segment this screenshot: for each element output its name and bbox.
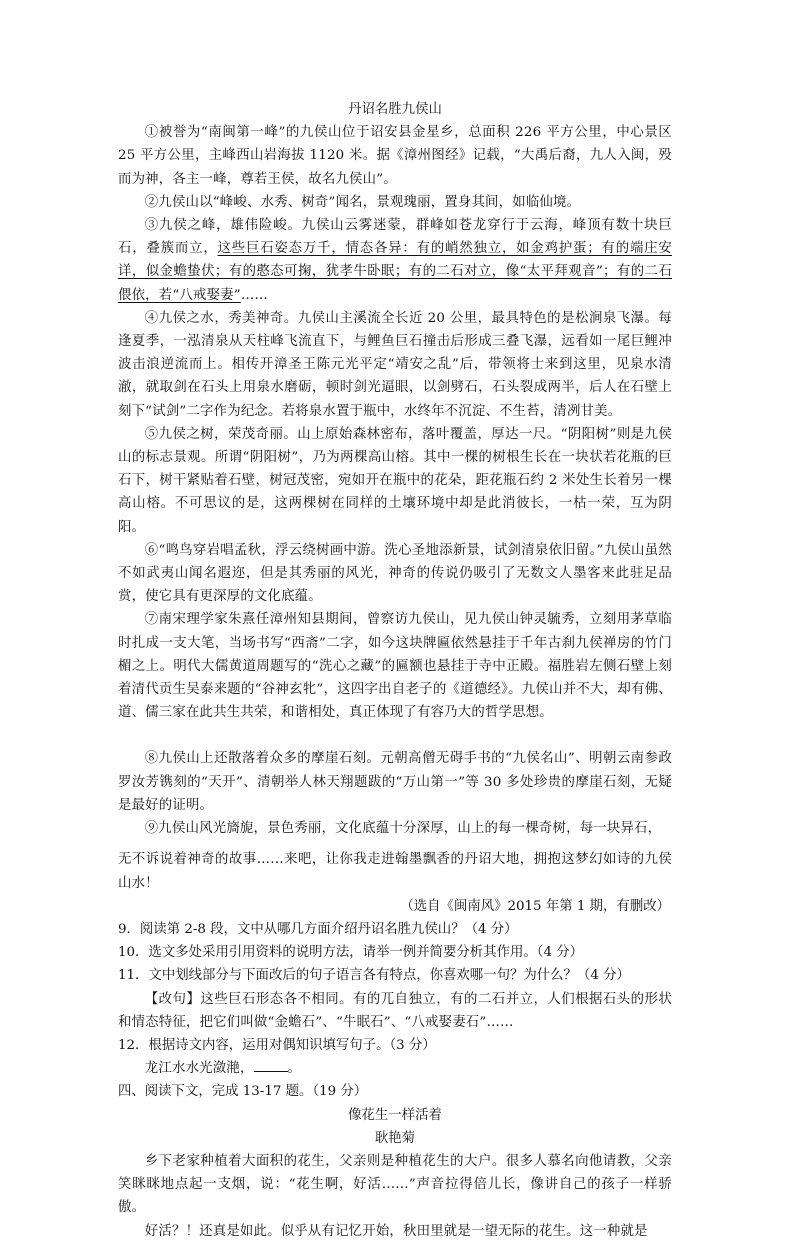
paragraph-1: ①被誉为“南闽第一峰”的九侯山位于诏安县金星乡，总面积 226 平方公里，中心景区 25 平方公里，主峰西山岩海拔 1120 米。据《漳州图经》记载，“大禹后裔，九人入闽，殁而为神，各主一峰，尊若王侯，故名九侯山”。 bbox=[118, 125, 672, 187]
paragraph-3-ellipsis: …… bbox=[240, 287, 269, 303]
story-author: 耿艳菊 bbox=[374, 1130, 416, 1146]
paragraph-8: ⑧九侯山上还散落着众多的摩崖石刻。元朝高僧无碍手书的“九侯名山”、明朝云南参政罗汝芳镌刻的“天开”、清朝举人林天翔题跋的“万山第一”等 30 多处珍贵的摩崖石刻，无疑是最好的证明。 bbox=[118, 751, 672, 813]
couplet-end-mark: 。 bbox=[287, 1061, 302, 1077]
paragraph-5: ⑤九侯之树，荣茂奇丽。山上原始森林密布，落叶覆盖，厚达一尺。“阴阳树”则是九侯山的标志景观。所谓“阴阳树”，乃为两棵高山榕。其中一棵的树根生长在一块状若花瓶的巨石下，树干紧贴着石壁，树冠茂密，宛如开在瓶中的花朵，距花瓶石约 2 米处生长着另一棵高山榕。不可思议的是，这两棵树在同样的土壤环境中却是此消彼长，一枯一荣，互为阴阳。 bbox=[118, 426, 672, 535]
paragraph-3-lead: ③九侯之峰，雄伟险峻。九侯山云雾迷蒙，群峰如苍龙穿行于云海，峰顶有数十块巨石，叠簇而立， bbox=[118, 218, 672, 257]
paragraph-6: ⑥“鸣鸟穿岩唱孟秋，浮云绕树画中游。洗心圣地添新景，试剑清泉依旧留。”九侯山虽然不如武夷山闻名遐迩，但是其秀丽的风光，神奇的传说仍吸引了无数文人墨客来此驻足品赏，使它具有更深厚的文化底蕴。 bbox=[118, 542, 672, 605]
paragraph-9-end: 无不诉说着神奇的故事……来吧，让你我走进翰墨飘香的丹诏大地，拥抱这梦幻如诗的九侯山水！ bbox=[118, 852, 672, 891]
section-4-heading: 四、阅读下文，完成 13-17 题。（19 分） bbox=[118, 1084, 368, 1100]
couplet-first-line: 龙江水水光潋滟， bbox=[144, 1061, 254, 1077]
story-paragraph-2: 好活？！还真是如此。似乎从有记忆开始，秋田里就是一望无际的花生。这一种就是 bbox=[144, 1223, 648, 1239]
passage-title: 丹诏名胜九侯山 bbox=[348, 102, 442, 117]
question-9: 9．阅读第 2-8 段，文中从哪几方面介绍丹诏名胜九侯山？（4 分） bbox=[118, 921, 518, 937]
document-page bbox=[118, 98, 672, 1243]
underlined-sentence: 这些巨石姿态万千，情态各异：有的峭然独立，如金鸡护蛋；有的端庄安详，似金蟾蛰伏；有的憨态可掬，犹孝牛卧眠；有的二石对立，像“太平拜观音”；有的二石偎依，若“八戒娶妻” bbox=[118, 241, 672, 303]
paragraph-9-start: ⑨九侯山风光旖旎，景色秀丽，文化底蕴十分深厚，山上的每一棵奇树，每一块异石， bbox=[144, 821, 662, 837]
question-12: 12．根据诗文内容，运用对偶知识填写句子。（3 分） bbox=[118, 1037, 436, 1053]
question-11: 11．文中划线部分与下面改后的句子语言各有特点，你喜欢哪一句？为什么？（4 分） bbox=[118, 968, 630, 984]
story-paragraph-1: 乡下老家种植着大面积的花生，父亲则是种植花生的大户。很多人慕名向他请教，父亲笑眯眯地点起一支烟，说：“花生啊，好活……”声音拉得倍儿长，像讲自己的孩子一样骄傲。 bbox=[118, 1153, 672, 1216]
question-10: 10．选文多处采用引用资料的说明方法，请举一例并简要分析其作用。（4 分） bbox=[118, 945, 584, 961]
question-11-revised-sentence: 【改句】这些巨石形态各不相同。有的兀自独立，有的二石并立，人们根据石头的形状和情态特征，把它们叫做“金蟾石”、“牛眠石”、“八戒娶妻石”…… bbox=[118, 991, 672, 1030]
story-title: 像花生一样活着 bbox=[348, 1107, 442, 1123]
paragraph-2: ②九侯山以“峰峻、水秀、树奇”闻名，景观瑰丽，置身其间，如临仙境。 bbox=[144, 194, 581, 210]
answer-blank[interactable] bbox=[254, 1057, 288, 1072]
paragraph-3 bbox=[118, 214, 672, 307]
passage-source: （选自《闽南风》2015 年第 1 期，有删改） bbox=[400, 898, 670, 914]
paragraph-4: ④九侯之水，秀美神奇。九侯山主溪流全长近 20 公里，最具特色的是松涧泉飞瀑。每逢夏季，一泓清泉从天柱峰飞流直下，与鲤鱼巨石撞击后形成三叠飞瀑，远看如一尾巨鲤冲波击浪逆流而上。相传开漳圣王陈元光平定“靖安之乱”后，带领将士来到这里，见泉水清澈，就取剑在石头上用泉水磨砺，顿时剑光逼眼，以剑劈石，石头裂成两半，后人在石壁上刻下“试剑”二字作为纪念。若将泉水置于瓶中，水终年不沉淀、不生苔，清冽甘美。 bbox=[118, 310, 672, 419]
question-12-couplet bbox=[118, 1057, 672, 1080]
paragraph-7: ⑦南宋理学家朱熹任漳州知县期间，曾察访九侯山，见九侯山钟灵毓秀，立刻用茅草临时扎成一支大笔，当场书写“西斋”二字，如今这块牌匾依然悬挂于千年古刹九侯禅房的竹门楣之上。明代大儒黄道周题写的“洗心之藏”的匾额也悬挂于寺中正殿。福胜岩左侧石壁上刻着清代贡生吴泰来题的“谷神玄牝”，这四字出自老子的《道德经》。九侯山并不大，却有佛、道、儒三家在此共生共荣，和谐相处，真正体现了有容乃大的哲学思想。 bbox=[118, 612, 672, 721]
spacer bbox=[118, 724, 672, 747]
spacer bbox=[118, 840, 672, 848]
